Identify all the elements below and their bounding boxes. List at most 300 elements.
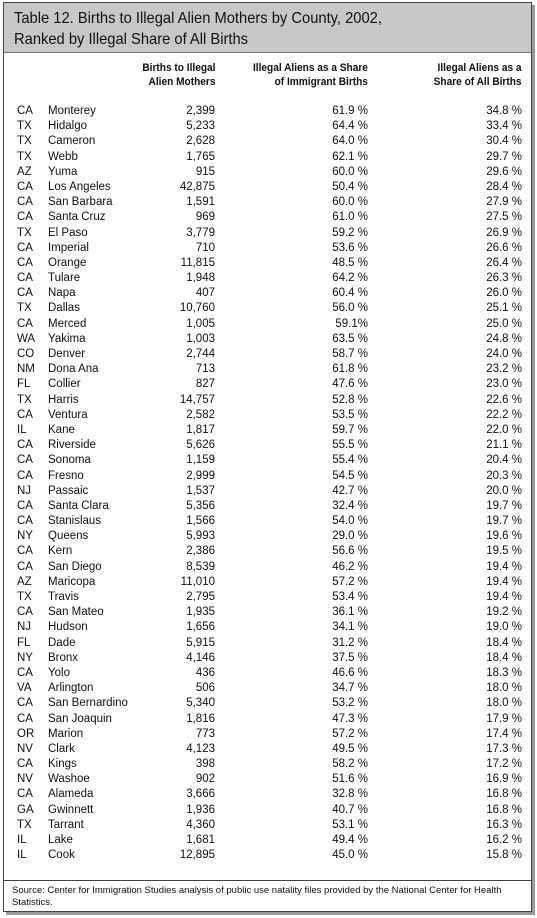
county-cell: Stanislaus bbox=[48, 515, 102, 528]
county-cell: Travis bbox=[48, 591, 79, 603]
births-cell: 2,582 bbox=[186, 408, 215, 421]
all-share-cell: 30.4 % bbox=[486, 135, 522, 148]
state-cell: CA bbox=[17, 272, 33, 285]
all-share-cell: 20.0 % bbox=[486, 484, 522, 497]
all-share-cell: 34.8 % bbox=[486, 105, 522, 117]
county-cell: Napa bbox=[48, 287, 76, 300]
county-cell: Riverside bbox=[48, 439, 96, 452]
immigrant-share-cell: 59.1% bbox=[335, 317, 368, 330]
immigrant-share-cell: 58.7 % bbox=[332, 348, 368, 360]
immigrant-share-cell: 55.5 % bbox=[332, 439, 368, 452]
all-share-cell: 27.9 % bbox=[486, 196, 522, 209]
table-row bbox=[4, 150, 531, 165]
births-cell: 8,539 bbox=[186, 560, 215, 573]
county-cell: Denver bbox=[48, 348, 86, 360]
table-row bbox=[4, 226, 531, 241]
county-cell: Santa Cruz bbox=[48, 211, 106, 224]
county-cell: Tarrant bbox=[48, 818, 84, 831]
county-cell: Fresno bbox=[48, 469, 84, 482]
state-cell: CA bbox=[17, 180, 33, 193]
immigrant-share-cell: 64.0 % bbox=[332, 135, 368, 148]
table-row bbox=[4, 134, 531, 149]
all-share-cell: 19.2 % bbox=[486, 606, 522, 619]
state-cell: OR bbox=[17, 727, 35, 740]
state-cell: CA bbox=[17, 105, 33, 117]
table-row bbox=[4, 544, 531, 559]
county-cell: Yolo bbox=[48, 666, 70, 679]
births-cell: 4,123 bbox=[186, 742, 215, 755]
county-cell: Merced bbox=[48, 317, 87, 330]
county-cell: Passaic bbox=[48, 484, 89, 497]
immigrant-share-cell: 36.1 % bbox=[332, 606, 368, 619]
all-share-cell: 21.1 % bbox=[486, 439, 522, 452]
table-body bbox=[4, 104, 531, 863]
births-cell: 1,003 bbox=[186, 332, 215, 345]
table-row bbox=[4, 636, 531, 651]
births-cell: 4,360 bbox=[186, 818, 215, 831]
state-cell: NY bbox=[17, 651, 33, 664]
county-cell: Kings bbox=[48, 758, 77, 771]
state-cell: CA bbox=[17, 666, 33, 679]
births-cell: 5,626 bbox=[186, 439, 215, 452]
births-cell: 1,765 bbox=[186, 150, 215, 163]
table-row bbox=[4, 484, 531, 499]
state-cell: TX bbox=[17, 591, 32, 603]
county-cell: Dallas bbox=[48, 302, 80, 315]
immigrant-share-cell: 32.8 % bbox=[332, 788, 368, 801]
all-share-cell: 26.9 % bbox=[486, 226, 522, 239]
births-cell: 398 bbox=[195, 758, 215, 771]
county-cell: Hidalgo bbox=[48, 120, 87, 133]
all-share-cell: 17.9 % bbox=[486, 712, 522, 725]
table-title-line-2: Ranked by Illegal Share of All Births bbox=[14, 31, 249, 48]
county-cell: Hudson bbox=[48, 621, 88, 634]
table-row bbox=[4, 362, 531, 377]
county-cell: Queens bbox=[48, 530, 89, 543]
table-row bbox=[4, 833, 531, 848]
births-cell: 969 bbox=[195, 211, 215, 224]
source-note: Source: Center for Immigration Studies analysis of public use natality files provided by the National Center for Health Statistics. bbox=[4, 880, 531, 911]
table-row bbox=[4, 818, 531, 833]
immigrant-share-cell: 61.8 % bbox=[332, 363, 368, 376]
all-share-cell: 16.2 % bbox=[486, 834, 522, 846]
state-cell: CA bbox=[17, 408, 33, 421]
state-cell: CA bbox=[17, 196, 33, 209]
births-cell: 11,815 bbox=[180, 256, 215, 269]
immigrant-share-cell: 54.5 % bbox=[332, 469, 368, 482]
county-cell: Cook bbox=[48, 849, 75, 862]
table-row bbox=[4, 696, 531, 711]
immigrant-share-cell: 53.4 % bbox=[332, 591, 368, 603]
immigrant-share-cell: 47.3 % bbox=[332, 712, 368, 725]
state-cell: WA bbox=[17, 332, 36, 345]
all-share-cell: 19.5 % bbox=[486, 545, 522, 558]
table-title-line-1: Table 12. Births to Illegal Alien Mothers by County, 2002, bbox=[14, 10, 382, 27]
table-row bbox=[4, 681, 531, 696]
births-cell: 1,948 bbox=[186, 272, 215, 285]
county-cell: El Paso bbox=[48, 226, 88, 239]
all-share-cell: 28.4 % bbox=[486, 180, 522, 193]
births-cell: 42,875 bbox=[179, 180, 215, 193]
all-share-cell: 24.0 % bbox=[486, 348, 522, 360]
state-cell: IL bbox=[17, 834, 27, 846]
immigrant-share-cell: 57.2 % bbox=[332, 575, 368, 588]
state-cell: CA bbox=[17, 454, 33, 467]
table-row bbox=[4, 408, 531, 423]
immigrant-share-cell: 47.6 % bbox=[332, 378, 368, 391]
immigrant-share-cell: 56.0 % bbox=[332, 302, 368, 315]
births-cell: 2,628 bbox=[186, 135, 215, 148]
immigrant-share-cell: 59.2 % bbox=[332, 226, 368, 239]
all-share-cell: 18.3 % bbox=[486, 666, 522, 679]
county-cell: Tulare bbox=[48, 272, 81, 285]
county-cell: Maricopa bbox=[48, 575, 96, 588]
table-row bbox=[4, 757, 531, 772]
immigrant-share-cell: 34.7 % bbox=[332, 682, 368, 695]
immigrant-share-cell: 37.5 % bbox=[332, 651, 368, 664]
state-cell: CA bbox=[17, 515, 33, 528]
immigrant-share-cell: 60.4 % bbox=[332, 287, 368, 300]
all-share-cell: 19.4 % bbox=[486, 575, 522, 588]
table-row bbox=[4, 803, 531, 818]
births-cell: 3,779 bbox=[186, 226, 215, 239]
county-cell: Gwinnett bbox=[48, 803, 94, 816]
immigrant-share-cell: 45.0 % bbox=[332, 849, 368, 862]
immigrant-share-cell: 46.6 % bbox=[332, 666, 368, 679]
state-cell: CA bbox=[17, 788, 33, 801]
births-cell: 14,757 bbox=[179, 393, 215, 406]
table-row bbox=[4, 423, 531, 438]
table-row bbox=[4, 104, 531, 119]
state-cell: TX bbox=[17, 150, 32, 163]
births-cell: 436 bbox=[195, 666, 215, 679]
births-cell: 11,010 bbox=[180, 575, 215, 588]
births-cell: 1,656 bbox=[186, 621, 215, 634]
all-share-cell: 19.6 % bbox=[486, 530, 522, 543]
table-row bbox=[4, 347, 531, 362]
table-row bbox=[4, 712, 531, 727]
immigrant-share-cell: 29.0 % bbox=[332, 530, 368, 543]
state-cell: NV bbox=[17, 773, 33, 786]
all-share-cell: 23.0 % bbox=[486, 378, 522, 391]
immigrant-share-cell: 32.4 % bbox=[332, 499, 368, 512]
state-cell: CA bbox=[17, 758, 33, 771]
county-cell: Los Angeles bbox=[48, 180, 111, 193]
births-cell: 4,146 bbox=[186, 651, 215, 664]
births-cell: 5,356 bbox=[186, 499, 215, 512]
all-share-cell: 33.4 % bbox=[486, 120, 522, 133]
births-cell: 407 bbox=[195, 287, 215, 300]
table-row bbox=[4, 848, 531, 863]
births-cell: 2,744 bbox=[186, 348, 215, 360]
immigrant-share-cell: 62.1 % bbox=[332, 150, 368, 163]
table-row bbox=[4, 560, 531, 575]
table-row bbox=[4, 529, 531, 544]
county-cell: Collier bbox=[48, 378, 81, 391]
state-cell: CA bbox=[17, 560, 33, 573]
births-cell: 773 bbox=[195, 727, 215, 740]
state-cell: CA bbox=[17, 499, 33, 512]
state-cell: TX bbox=[17, 135, 32, 148]
births-cell: 1,537 bbox=[186, 484, 215, 497]
state-cell: CA bbox=[17, 712, 33, 725]
table-row bbox=[4, 195, 531, 210]
immigrant-share-cell: 52.8 % bbox=[332, 393, 368, 406]
state-cell: CA bbox=[17, 211, 33, 224]
county-cell: Arlington bbox=[48, 682, 94, 695]
county-cell: Webb bbox=[48, 150, 78, 163]
state-cell: NM bbox=[17, 363, 35, 376]
all-share-cell: 15.8 % bbox=[486, 849, 522, 862]
state-cell: NJ bbox=[17, 621, 32, 634]
all-share-cell: 16.9 % bbox=[486, 773, 522, 786]
table-row bbox=[4, 575, 531, 590]
all-share-cell: 22.0 % bbox=[486, 423, 522, 436]
state-cell: NY bbox=[17, 530, 33, 543]
county-cell: San Mateo bbox=[48, 606, 104, 619]
state-cell: NJ bbox=[17, 484, 32, 497]
county-cell: San Diego bbox=[48, 560, 102, 573]
all-share-cell: 20.4 % bbox=[486, 454, 522, 467]
state-cell: CA bbox=[17, 697, 33, 710]
immigrant-share-cell: 53.6 % bbox=[332, 241, 368, 254]
county-cell: Harris bbox=[48, 393, 79, 406]
table-row bbox=[4, 286, 531, 301]
county-cell: Imperial bbox=[48, 241, 89, 254]
table-row bbox=[4, 772, 531, 787]
immigrant-share-cell: 64.4 % bbox=[332, 120, 368, 133]
all-share-cell: 29.6 % bbox=[486, 165, 522, 178]
immigrant-share-cell: 55.4 % bbox=[332, 454, 368, 467]
immigrant-share-cell: 63.5 % bbox=[332, 332, 368, 345]
state-cell: GA bbox=[17, 803, 34, 816]
births-cell: 902 bbox=[195, 773, 215, 786]
all-share-cell: 19.4 % bbox=[486, 560, 522, 573]
table-row bbox=[4, 666, 531, 681]
all-share-cell: 22.6 % bbox=[486, 393, 522, 406]
immigrant-share-cell: 58.2 % bbox=[332, 758, 368, 771]
table-row bbox=[4, 438, 531, 453]
immigrant-share-cell: 64.2 % bbox=[332, 272, 368, 285]
header-immigrant-share: Illegal Aliens as a Share of Immigrant Births bbox=[253, 62, 368, 88]
births-cell: 506 bbox=[195, 682, 215, 695]
county-cell: Sonoma bbox=[48, 454, 91, 467]
state-cell: FL bbox=[17, 636, 31, 649]
state-cell: CA bbox=[17, 287, 33, 300]
births-cell: 2,386 bbox=[186, 545, 215, 558]
births-cell: 3,666 bbox=[186, 788, 215, 801]
county-cell: Dona Ana bbox=[48, 363, 99, 376]
county-cell: San Barbara bbox=[48, 196, 113, 209]
header-births: Births to Illegal Alien Mothers bbox=[141, 62, 215, 88]
immigrant-share-cell: 40.7 % bbox=[332, 803, 368, 816]
state-cell: CA bbox=[17, 606, 33, 619]
births-cell: 710 bbox=[195, 241, 215, 254]
births-cell: 1,005 bbox=[186, 317, 215, 330]
immigrant-share-cell: 57.2 % bbox=[332, 727, 368, 740]
table-title-bar bbox=[4, 3, 531, 53]
immigrant-share-cell: 50.4 % bbox=[332, 180, 368, 193]
immigrant-share-cell: 34.1 % bbox=[332, 621, 368, 634]
table-row bbox=[4, 332, 531, 347]
county-cell: Washoe bbox=[48, 773, 90, 786]
table-row bbox=[4, 119, 531, 134]
all-share-cell: 17.2 % bbox=[486, 758, 522, 771]
table-row bbox=[4, 301, 531, 316]
table-row bbox=[4, 590, 531, 605]
all-share-cell: 19.0 % bbox=[486, 621, 522, 634]
table-row bbox=[4, 453, 531, 468]
births-cell: 1,566 bbox=[186, 515, 215, 528]
births-cell: 1,591 bbox=[186, 196, 215, 209]
state-cell: CA bbox=[17, 439, 33, 452]
table-row bbox=[4, 241, 531, 256]
all-share-cell: 18.0 % bbox=[486, 682, 522, 695]
births-cell: 5,340 bbox=[186, 697, 215, 710]
immigrant-share-cell: 61.9 % bbox=[332, 105, 368, 117]
table-header bbox=[4, 57, 531, 97]
all-share-cell: 26.0 % bbox=[486, 287, 522, 300]
table-row bbox=[4, 620, 531, 635]
immigrant-share-cell: 61.0 % bbox=[332, 211, 368, 224]
all-share-cell: 16.8 % bbox=[486, 803, 522, 816]
immigrant-share-cell: 56.6 % bbox=[332, 545, 368, 558]
immigrant-share-cell: 31.2 % bbox=[332, 636, 368, 649]
all-share-cell: 19.7 % bbox=[486, 515, 522, 528]
county-cell: Santa Clara bbox=[48, 499, 109, 512]
all-share-cell: 23.2 % bbox=[486, 363, 522, 376]
births-cell: 713 bbox=[195, 363, 215, 376]
state-cell: IL bbox=[17, 423, 27, 436]
county-cell: Kern bbox=[48, 545, 73, 558]
all-share-cell: 17.3 % bbox=[486, 742, 522, 755]
immigrant-share-cell: 60.0 % bbox=[332, 165, 368, 178]
all-share-cell: 26.6 % bbox=[486, 241, 522, 254]
immigrant-share-cell: 46.2 % bbox=[332, 560, 368, 573]
table-row bbox=[4, 180, 531, 195]
state-cell: TX bbox=[17, 226, 32, 239]
table-row bbox=[4, 742, 531, 757]
table-row bbox=[4, 651, 531, 666]
state-cell: AZ bbox=[17, 575, 32, 588]
county-cell: Bronx bbox=[48, 651, 79, 664]
county-cell: Yuma bbox=[48, 165, 78, 178]
table-row bbox=[4, 393, 531, 408]
all-share-cell: 18.4 % bbox=[486, 651, 522, 664]
immigrant-share-cell: 48.5 % bbox=[332, 256, 368, 269]
county-cell: Dade bbox=[48, 636, 76, 649]
all-share-cell: 16.3 % bbox=[486, 818, 522, 831]
all-share-cell: 18.0 % bbox=[486, 697, 522, 710]
county-cell: Ventura bbox=[48, 408, 88, 421]
county-cell: San Bernardino bbox=[48, 697, 128, 710]
table-frame bbox=[3, 2, 532, 912]
immigrant-share-cell: 51.6 % bbox=[332, 773, 368, 786]
state-cell: CA bbox=[17, 545, 33, 558]
table-row bbox=[4, 469, 531, 484]
state-cell: CA bbox=[17, 317, 33, 330]
births-cell: 12,895 bbox=[179, 849, 215, 862]
births-cell: 2,795 bbox=[186, 591, 215, 603]
all-share-cell: 26.4 % bbox=[486, 256, 522, 269]
table-row bbox=[4, 787, 531, 802]
births-cell: 5,915 bbox=[186, 636, 215, 649]
state-cell: CA bbox=[17, 256, 33, 269]
births-cell: 2,999 bbox=[186, 469, 215, 482]
births-cell: 2,399 bbox=[186, 105, 215, 117]
state-cell: TX bbox=[17, 393, 32, 406]
state-cell: TX bbox=[17, 818, 32, 831]
table-row bbox=[4, 271, 531, 286]
table-row bbox=[4, 317, 531, 332]
all-share-cell: 24.8 % bbox=[486, 332, 522, 345]
births-cell: 10,760 bbox=[179, 302, 215, 315]
county-cell: Orange bbox=[48, 256, 87, 269]
table-row bbox=[4, 165, 531, 180]
state-cell: IL bbox=[17, 849, 27, 862]
state-cell: AZ bbox=[17, 165, 32, 178]
all-share-cell: 20.3 % bbox=[486, 469, 522, 482]
immigrant-share-cell: 42.7 % bbox=[332, 484, 368, 497]
births-cell: 1,159 bbox=[186, 454, 215, 467]
state-cell: NV bbox=[17, 742, 33, 755]
all-share-cell: 25.1 % bbox=[486, 302, 522, 315]
county-cell: Alameda bbox=[48, 788, 94, 801]
all-share-cell: 19.7 % bbox=[486, 499, 522, 512]
table-row bbox=[4, 256, 531, 271]
births-cell: 1,935 bbox=[186, 606, 215, 619]
immigrant-share-cell: 53.1 % bbox=[332, 818, 368, 831]
county-cell: Clark bbox=[48, 742, 75, 755]
county-cell: Yakima bbox=[48, 332, 86, 345]
state-cell: CA bbox=[17, 469, 33, 482]
immigrant-share-cell: 49.5 % bbox=[332, 742, 368, 755]
table-row bbox=[4, 514, 531, 529]
county-cell: Kane bbox=[48, 423, 75, 436]
county-cell: Lake bbox=[48, 834, 73, 846]
all-share-cell: 25.0 % bbox=[486, 317, 522, 330]
births-cell: 1,817 bbox=[186, 423, 215, 436]
births-cell: 827 bbox=[195, 378, 215, 391]
all-share-cell: 22.2 % bbox=[486, 408, 522, 421]
all-share-cell: 26.3 % bbox=[486, 272, 522, 285]
immigrant-share-cell: 60.0 % bbox=[332, 196, 368, 209]
immigrant-share-cell: 49.4 % bbox=[332, 834, 368, 846]
immigrant-share-cell: 54.0 % bbox=[332, 515, 368, 528]
all-share-cell: 19.4 % bbox=[486, 591, 522, 603]
all-share-cell: 18.4 % bbox=[486, 636, 522, 649]
births-cell: 5,993 bbox=[186, 530, 215, 543]
immigrant-share-cell: 53.2 % bbox=[332, 697, 368, 710]
births-cell: 1,681 bbox=[186, 834, 215, 846]
table-row bbox=[4, 727, 531, 742]
births-cell: 1,936 bbox=[186, 803, 215, 816]
county-cell: San Joaquin bbox=[48, 712, 112, 725]
all-share-cell: 29.7 % bbox=[486, 150, 522, 163]
all-share-cell: 17.4 % bbox=[486, 727, 522, 740]
table-row bbox=[4, 377, 531, 392]
table-row bbox=[4, 605, 531, 620]
header-all-share: Illegal Aliens as a Share of All Births bbox=[434, 62, 522, 88]
all-share-cell: 16.8 % bbox=[486, 788, 522, 801]
county-cell: Cameron bbox=[48, 135, 96, 148]
county-cell: Marion bbox=[48, 727, 84, 740]
table-row bbox=[4, 499, 531, 514]
all-share-cell: 27.5 % bbox=[486, 211, 522, 224]
state-cell: CA bbox=[17, 241, 33, 254]
county-cell: Monterey bbox=[48, 105, 96, 117]
state-cell: TX bbox=[17, 120, 32, 133]
